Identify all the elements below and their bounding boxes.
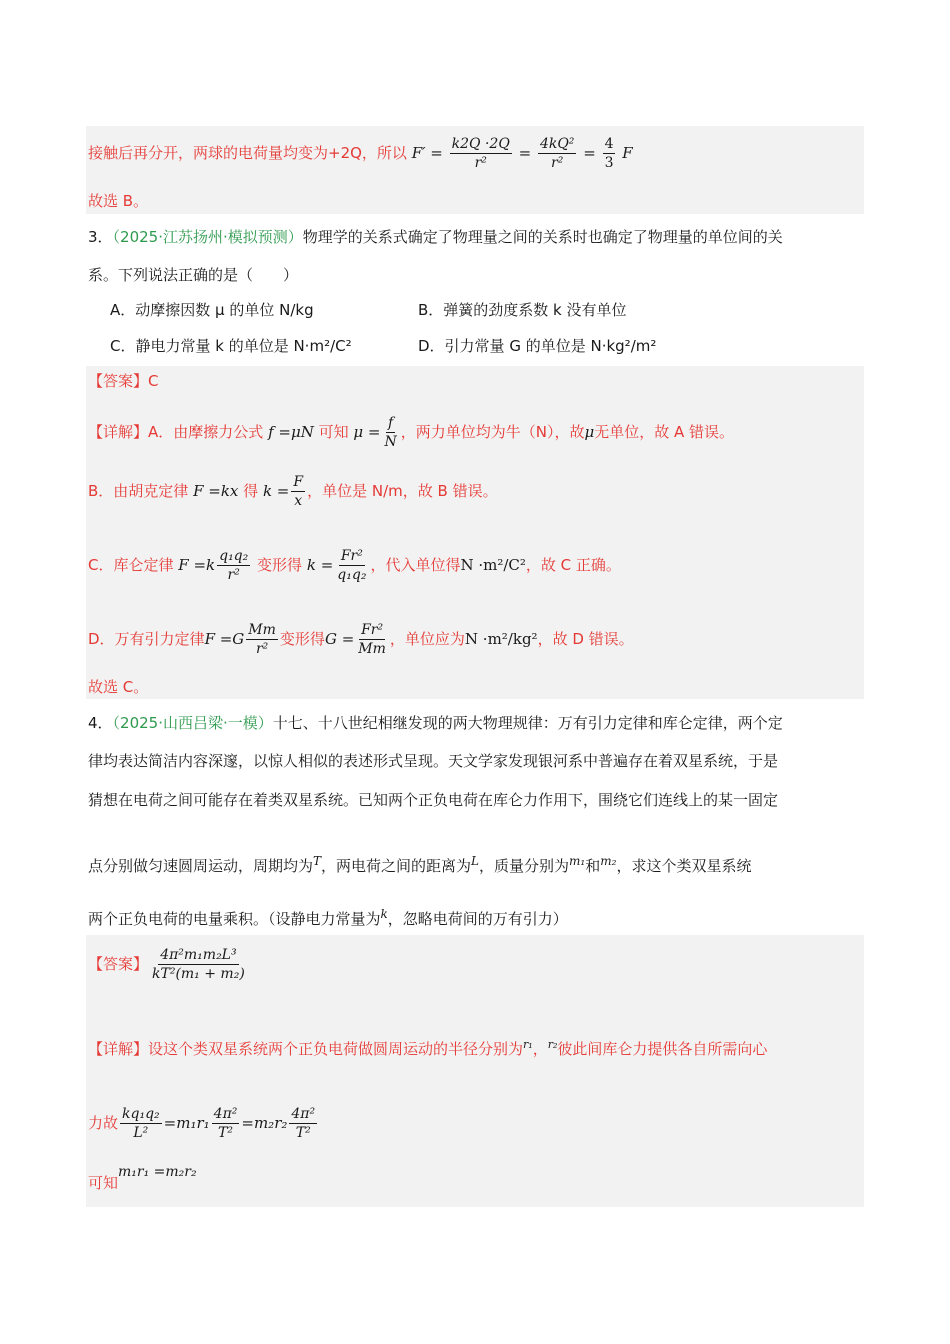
q3-detail-b-text3: ，单位是 N/m，故 B 错误。 (307, 482, 498, 500)
q3-stem-line2: 系。下列说法正确的是（ ） (88, 266, 299, 284)
q3-detail-a-text2: 可知 (318, 423, 349, 441)
prev-eq2: = (583, 144, 596, 162)
q3-detail-a-text4: 无单位，故 A 错误。 (594, 423, 735, 441)
q3-detail-c-frac1 (217, 547, 250, 584)
q4-stem4-c: ，质量分别为 (479, 857, 570, 875)
q4-detail2-eq1: =m₁r₁ (163, 1114, 210, 1132)
q3-detail-b-num: F (293, 474, 304, 490)
prev-frac3 (603, 135, 616, 172)
prev-frac1-den: r² (474, 155, 487, 171)
q3-detail-a-num: f (388, 415, 394, 431)
q3-detail-d-num1: Mm (248, 622, 276, 638)
prev-frac1 (450, 135, 512, 172)
q3-answer: 【答案】C (88, 372, 159, 390)
q4-answer-num: 4π²m₁m₂L³ (160, 947, 237, 963)
q3-option-c: C．静电力常量 k 的单位是 N·m²/C² (110, 337, 352, 355)
q4-answer-den: kT²(m₁ + m₂) (152, 966, 245, 982)
q4-detail1-r2: r₂ (547, 1038, 558, 1051)
prev-math-lhs: F′ = (411, 144, 443, 162)
q4-detail2-num1: kq₁q₂ (122, 1106, 160, 1122)
q4-stem-line1 (88, 712, 783, 734)
q4-detail3-a: 可知 (88, 1174, 119, 1192)
q3-detail-d-formula: F =G (204, 630, 245, 648)
q4-stem-line2: 律均表达简洁内容深邃，以惊人相似的表述形式呈现。天文学家发现银河系中普遍存在着双星系统，于是 (88, 752, 779, 770)
prev-frac2 (538, 135, 576, 172)
prev-formula-line (88, 133, 633, 173)
q4-detail2-frac3 (289, 1105, 317, 1142)
q3-detail-c-k: k = (306, 556, 334, 574)
q3-detail-b-k: k = (262, 482, 290, 500)
q4-stem4-m1: m₁ (569, 854, 586, 868)
q3-detail-c-num2: Fr² (340, 548, 363, 564)
q4-detail2-frac2 (212, 1105, 240, 1142)
q4-detail1-c: 彼此间库仑力提供各自所需向心 (557, 1040, 768, 1058)
q3-detail-c-num1: q₁q₂ (219, 548, 249, 564)
q4-detail2-eq2: =m₂r₂ (241, 1114, 288, 1132)
q4-detail1-a: 设这个类双星系统两个正负电荷做圆周运动的半径分别为 (148, 1040, 524, 1058)
q3-detail-d-unit: N ·m²/kg² (464, 630, 538, 648)
q4-detail-line3 (88, 1160, 197, 1196)
q3-detail-d-text1: D．万有引力定律 (88, 630, 205, 648)
q4-stem4-e: ，求这个类双星系统 (616, 857, 752, 875)
prev-frac2-den: r² (551, 155, 564, 171)
q4-stem4-d: 和 (585, 857, 601, 875)
q3-detail-d-den2: Mm (358, 641, 386, 657)
q4-answer-frac (150, 946, 247, 983)
q4-detail1-b: ， (532, 1040, 548, 1058)
q4-stem4-b: ，两电荷之间的距离为 (321, 857, 472, 875)
q3-detail-c-text1: C．库仑定律 (88, 556, 174, 574)
q4-stem-line4 (88, 850, 751, 877)
q3-detail-b-text2: 得 (243, 482, 259, 500)
q3-detail-d-text3: ，单位应为 (389, 630, 465, 648)
q4-detail2-num3: 4π² (291, 1106, 316, 1122)
q4-stem-line3: 猜想在电荷之间可能存在着类双星系统。已知两个正负电荷在库仑力作用下，围绕它们连线上的某一固定 (88, 791, 779, 809)
prev-eq: = (518, 144, 532, 162)
q3-detail-a-mu: μ = (353, 423, 381, 441)
q3-detail-c-den2: q₁q₂ (337, 567, 367, 583)
q4-stem1: 十七、十八世纪相继发现的两大物理规律：万有引力定律和库仑定律，两个定 (272, 714, 783, 732)
q3-detail-label: 【详解】 (88, 423, 149, 441)
q3-source: （2025·江苏扬州·模拟预测） (112, 228, 303, 246)
q3-detail-b (88, 471, 498, 511)
q4-stem-line5 (88, 903, 568, 930)
q4-detail2-den1: L² (133, 1125, 149, 1141)
q4-stem4-a: 点分别做匀速圆周运动，周期均为 (88, 857, 314, 875)
q4-stem5-k: k (380, 907, 388, 921)
q4-stem4-L: L (471, 854, 480, 868)
q3-detail-c-text4: ，故 C 正确。 (525, 556, 621, 574)
q4-stem4-m2: m₂ (600, 854, 617, 868)
q4-answer (88, 938, 249, 990)
q4-detail-label: 【详解】 (88, 1040, 149, 1058)
q3-conclusion: 故选 C。 (88, 678, 149, 696)
q3-detail-c-text2: 变形得 (257, 556, 303, 574)
q3-stem-line1 (88, 226, 783, 248)
q4-detail2-a: 力故 (88, 1114, 119, 1132)
q4-number: 4． (88, 714, 113, 732)
q3-detail-d-G: G = (324, 630, 355, 648)
prev-frac1-num: k2Q ·2Q (451, 136, 510, 152)
q4-detail-line2 (88, 1101, 319, 1145)
q3-detail-d-frac1 (246, 621, 278, 658)
q3-detail-d-num2: Fr² (361, 622, 384, 638)
q4-detail2-den3: T² (295, 1125, 311, 1141)
prev-frac3-den: 3 (604, 155, 614, 171)
q3-detail-d-text4: ，故 D 错误。 (537, 630, 634, 648)
q3-detail-c-formula: F =k (178, 556, 216, 574)
q3-detail-b-formula: F =kx (193, 482, 239, 500)
q3-detail-d (88, 617, 634, 661)
q4-detail-line1 (88, 1034, 767, 1060)
q4-detail2-frac1 (120, 1105, 162, 1142)
q3-detail-a-den: N (384, 434, 397, 450)
q4-answer-label: 【答案】 (88, 955, 149, 973)
q4-detail2-den2: T² (218, 1125, 233, 1141)
prev-text: 接触后再分开，两球的电荷量均变为+2Q，所以 (88, 144, 407, 162)
q3-detail-b-den: x (294, 493, 303, 509)
q3-detail-d-frac2 (356, 621, 388, 658)
q3-detail-c-den1: r² (227, 567, 240, 583)
q4-detail1-r1: r₁ (523, 1038, 533, 1051)
q3-detail-a (88, 412, 734, 452)
q4-detail2-num2: 4π² (213, 1106, 238, 1122)
q3-detail-b-text1: B．由胡克定律 (88, 482, 189, 500)
prev-frac2-num: 4kQ² (539, 136, 575, 152)
q3-detail-c (88, 543, 621, 587)
q3-detail-a-formula: f =μN (268, 423, 314, 441)
q3-number: 3． (88, 228, 113, 246)
q4-stem5-b: ，忽略电荷间的万有引力） (387, 910, 568, 928)
prev-frac3-num: 4 (604, 136, 614, 152)
q3-detail-d-den1: r² (255, 641, 269, 657)
q3-detail-c-frac2 (335, 547, 368, 584)
q3-option-d: D．引力常量 G 的单位是 N·kg²/m² (418, 337, 657, 355)
q3-option-a: A．动摩擦因数 μ 的单位 N/kg (110, 301, 314, 319)
q3-detail-b-frac (291, 473, 305, 510)
q3-option-b: B．弹簧的劲度系数 k 没有单位 (418, 301, 627, 319)
q3-detail-c-unit: N ·m²/C² (460, 556, 526, 574)
q4-source: （2025·山西吕梁·一模） (112, 714, 273, 732)
q3-detail-a-mu2: μ (584, 423, 595, 441)
q3-detail-d-text2: 变形得 (279, 630, 325, 648)
q3-detail-a-frac (383, 414, 399, 451)
q3-detail-a-text1: A．由摩擦力公式 (148, 423, 264, 441)
q4-stem5-a: 两个正负电荷的电量乘积。（设静电力常量为 (88, 910, 381, 928)
prev-conclusion: 故选 B。 (88, 192, 149, 210)
prev-tail: F (622, 144, 633, 162)
q3-stem1: 物理学的关系式确定了物理量之间的关系时也确定了物理量的单位间的关 (302, 228, 783, 246)
q3-detail-c-text3: ，代入单位得 (370, 556, 461, 574)
q4-detail3-math: m₁r₁ =m₂r₂ (118, 1164, 197, 1180)
q3-detail-a-text3: ，两力单位均为牛（N），故 (400, 423, 585, 441)
q4-stem4-T: T (313, 854, 322, 868)
